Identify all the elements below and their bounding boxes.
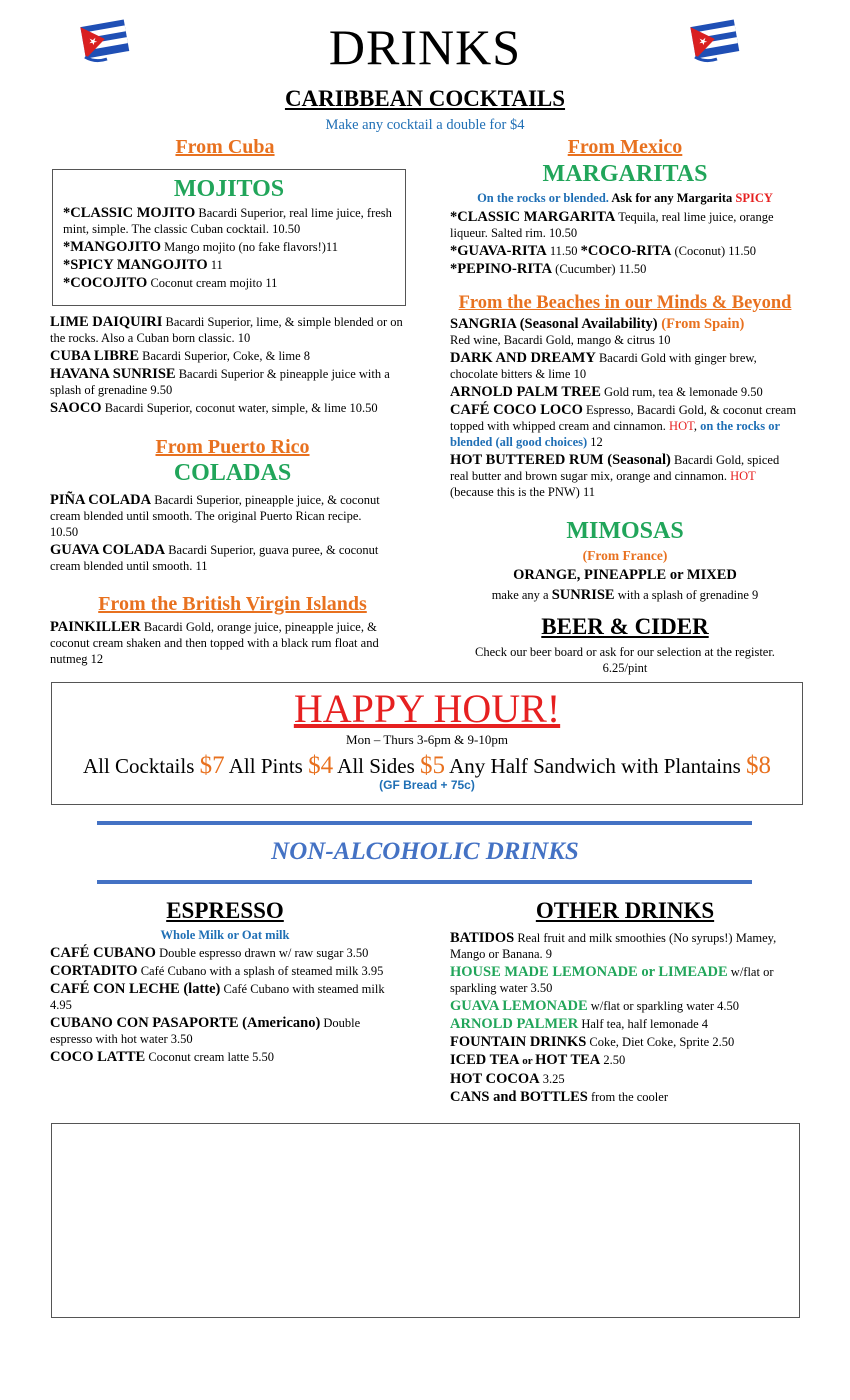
- other-drinks-list: [450, 930, 805, 1105]
- mojitos-title: MOJITOS: [173, 176, 285, 202]
- margaritas-list: [450, 209, 800, 277]
- mimosas-title: MIMOSAS: [566, 518, 684, 544]
- double-note: Make any cocktail a double for $4: [325, 117, 525, 133]
- list-item: CUBANO CON PASAPORTE (Americano) Double espresso with hot water 3.50: [50, 1015, 361, 1046]
- divider: [97, 821, 752, 825]
- beer-cider-title: BEER & CIDER: [541, 614, 709, 639]
- beer-cider-line1: Check our beer board or ask for our selection at the register.: [475, 645, 775, 659]
- list-item: HAVANA SUNRISE Bacardi Superior & pineapple juice with a splash of grenadine 9.50: [50, 366, 390, 397]
- list-item: HOT BUTTERED RUM (Seasonal) Bacardi Gold, spiced real butter and brown sugar mix, orange and cinnamon. HOT (because this is the PNW) 11: [450, 452, 780, 499]
- list-item: GUAVA LEMONADE w/flat or sparkling water 4.50: [450, 998, 740, 1014]
- happy-hour-title: HAPPY HOUR!: [293, 686, 561, 731]
- list-item: LIME DAIQUIRI Bacardi Superior, lime, & simple blended or on the rocks. Also a Cuban born classic. 10: [50, 314, 403, 345]
- beer-cider-line2: 6.25/pint: [602, 661, 648, 675]
- gluten-free-note: (GF Bread + 75c): [379, 778, 475, 792]
- list-item: HOT COCOA 3.25: [450, 1071, 565, 1087]
- page-title: DRINKS: [328, 19, 522, 75]
- list-item: *MANGOJITO Mango mojito (no fake flavors!)11: [63, 239, 338, 255]
- list-item: PIÑA COLADA Bacardi Superior, pineapple juice, & coconut cream blended until smooth. The original Puerto Rican recipe. 10.50: [50, 492, 380, 539]
- mimosas-sunrise: make any a SUNRISE with a splash of grenadine 9: [491, 587, 759, 603]
- list-item: HOUSE MADE LEMONADE or LIMEADE w/flat or sparkling water 3.50: [450, 964, 774, 995]
- list-item: *COCOJITO Coconut cream mojito 11: [63, 275, 278, 291]
- beaches-list: [450, 316, 800, 500]
- list-item: *PEPINO-RITA (Cucumber) 11.50: [450, 261, 647, 277]
- list-item-desc: Red wine, Bacardi Gold, mango & citrus 10: [450, 333, 671, 347]
- list-item: CAFÉ CUBANO Double espresso drawn w/ raw sugar 3.50: [50, 945, 369, 961]
- coladas-title: COLADAS: [173, 460, 292, 486]
- divider: [97, 880, 752, 884]
- espresso-list: [50, 945, 405, 1065]
- other-drinks-title: OTHER DRINKS: [535, 898, 715, 923]
- list-item: ICED TEA or HOT TEA 2.50: [450, 1052, 626, 1068]
- margarita-note: On the rocks or blended. Ask for any Margarita SPICY: [477, 191, 773, 205]
- list-item: CORTADITO Café Cubano with a splash of steamed milk 3.95: [50, 963, 384, 979]
- coladas-list: [50, 492, 380, 574]
- from-beaches-heading: From the Beaches in our Minds & Beyond: [458, 293, 792, 313]
- list-item: *GUAVA-RITA 11.50 *COCO-RITA (Coconut) 11.50: [450, 243, 756, 259]
- bvi-list: [50, 619, 400, 667]
- mimosas-origin: (From France): [582, 548, 668, 563]
- happy-hour-times: Mon – Thurs 3-6pm & 9-10pm: [346, 732, 508, 747]
- list-item: ARNOLD PALMER Half tea, half lemonade 4: [450, 1016, 709, 1032]
- mojitos-box: [52, 169, 406, 306]
- from-cuba-heading: From Cuba: [175, 136, 275, 158]
- list-item: CAFÉ CON LECHE (latte) Café Cubano with steamed milk 4.95: [50, 981, 385, 1012]
- happy-hour-prices: All Cocktails $7 All Pints $4 All Sides $5 Any Half Sandwich with Plantains $8: [82, 752, 772, 779]
- page-subtitle: CARIBBEAN COCKTAILS: [284, 86, 566, 111]
- list-item: SANGRIA (Seasonal Availability) (From Spain): [450, 316, 745, 332]
- list-item: FOUNTAIN DRINKS Coke, Diet Coke, Sprite 2.50: [450, 1034, 735, 1050]
- list-item: *SPICY MANGOJITO 11: [63, 257, 223, 273]
- list-item: GUAVA COLADA Bacardi Superior, guava puree, & coconut cream blended until smooth. 11: [50, 542, 379, 573]
- list-item: *CLASSIC MOJITO Bacardi Superior, real lime juice, fresh mint, simple. The classic Cuban cocktail. 10.50: [63, 205, 392, 236]
- list-item: CANS and BOTTLES from the cooler: [450, 1089, 668, 1105]
- list-item: PAINKILLER Bacardi Gold, orange juice, pineapple juice, & coconut cream shaken and then topped with a black rum float and nutmeg 12: [50, 619, 379, 666]
- blank-notes-box: [51, 1123, 800, 1318]
- espresso-milk-note: Whole Milk or Oat milk: [160, 928, 290, 942]
- happy-hour-box: [51, 682, 803, 805]
- from-bvi-heading: From the British Virgin Islands: [98, 593, 367, 615]
- list-item: CAFÉ COCO LOCO Espresso, Bacardi Gold, & coconut cream topped with whipped cream and cinnamon. HOT, on the rocks or blended (all good choices) 12: [450, 402, 797, 449]
- from-mexico-heading: From Mexico: [567, 136, 683, 158]
- list-item: COCO LATTE Coconut cream latte 5.50: [50, 1049, 274, 1065]
- list-item: CUBA LIBRE Bacardi Superior, Coke, & lime 8: [50, 348, 311, 364]
- list-item: *CLASSIC MARGARITA Tequila, real lime juice, orange liqueur. Salted rim. 10.50: [450, 209, 774, 240]
- non-alcoholic-title: NON-ALCOHOLIC DRINKS: [271, 838, 579, 865]
- cuba-cocktails-list: [50, 314, 410, 416]
- list-item: SAOCO Bacardi Superior, coconut water, simple, & lime 10.50: [50, 400, 378, 416]
- mojitos-list: [53, 203, 405, 291]
- margaritas-title: MARGARITAS: [542, 161, 708, 187]
- list-item: BATIDOS Real fruit and milk smoothies (No syrups!) Mamey, Mango or Banana. 9: [450, 930, 777, 961]
- from-puerto-rico-heading: From Puerto Rico: [155, 436, 310, 458]
- mimosas-options: ORANGE, PINEAPPLE or MIXED: [513, 567, 737, 583]
- espresso-title: ESPRESSO: [166, 898, 284, 923]
- list-item: DARK AND DREAMY Bacardi Gold with ginger brew, chocolate bitters & lime 10: [450, 350, 757, 381]
- list-item: ARNOLD PALM TREE Gold rum, tea & lemonade 9.50: [450, 384, 763, 400]
